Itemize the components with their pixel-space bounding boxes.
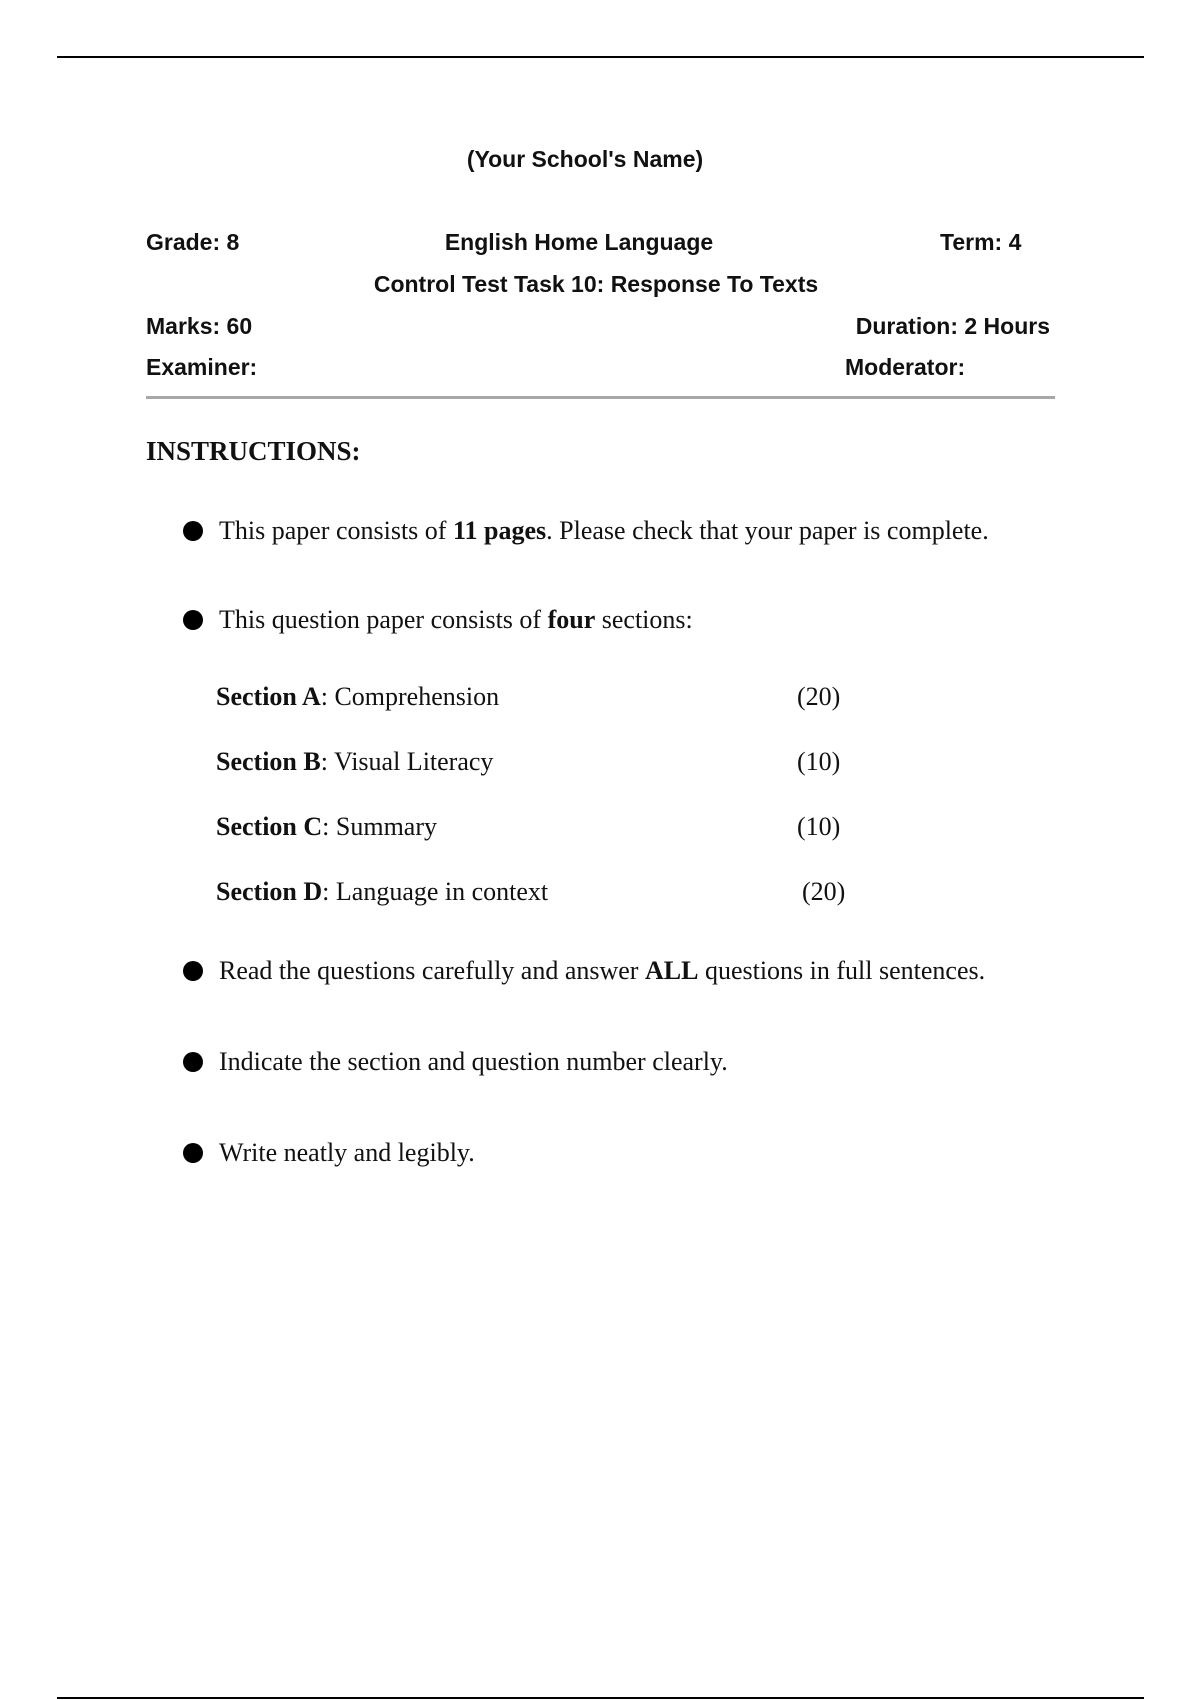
term-label: Term: 4: [940, 229, 1022, 255]
section-marks-c: (10): [797, 812, 841, 841]
section-name: Section C: [216, 812, 323, 841]
section-title: : Visual Literacy: [320, 747, 494, 776]
section-title: : Summary: [322, 812, 438, 841]
instructions-heading: INSTRUCTIONS:: [146, 436, 361, 466]
instruction-item-indicate: [183, 1047, 728, 1077]
section-row-a: [216, 682, 499, 712]
duration-label: Duration: 2 Hours: [855, 313, 1050, 339]
instruction-emphasis: 11 pages: [452, 516, 547, 545]
section-title: : Comprehension: [320, 682, 500, 711]
section-marks-a: (20): [797, 682, 841, 711]
instruction-emphasis: ALL: [644, 956, 699, 985]
bullet-icon: [183, 1052, 203, 1072]
top-border-line: [57, 56, 1144, 58]
instruction-text: Indicate the section and question number clearly.: [219, 1047, 728, 1076]
bullet-icon: [183, 521, 203, 541]
bullet-icon: [183, 610, 203, 630]
subject-title: English Home Language: [444, 229, 714, 255]
section-name: Section B: [216, 747, 321, 776]
moderator-label: Moderator:: [845, 354, 966, 380]
instruction-text: This question paper consists of: [219, 605, 548, 634]
bullet-icon: [183, 1143, 203, 1163]
instruction-text: Read the questions carefully and answer: [219, 956, 645, 985]
section-row-b: [216, 747, 493, 777]
section-row-d: [216, 877, 548, 907]
section-title: : Language in context: [322, 877, 549, 906]
bottom-border-line: [57, 1697, 1144, 1699]
grade-label: Grade: 8: [146, 229, 240, 255]
section-name: Section D: [216, 877, 323, 906]
instruction-text: . Please check that your paper is complete.: [546, 516, 989, 545]
school-name: (Your School's Name): [466, 146, 704, 172]
instruction-text: sections:: [595, 605, 693, 634]
examiner-label: Examiner:: [146, 354, 258, 380]
instruction-item-neatly: [183, 1138, 475, 1168]
instruction-text: questions in full sentences.: [698, 956, 986, 985]
bullet-icon: [183, 961, 203, 981]
instruction-item-answer-all: [183, 956, 985, 986]
section-marks-d: (20): [802, 877, 846, 906]
task-title: Control Test Task 10: Response To Texts: [373, 271, 819, 297]
instruction-text: Write neatly and legibly.: [219, 1138, 475, 1167]
marks-label: Marks: 60: [146, 313, 253, 339]
instruction-item-pages: [183, 516, 989, 546]
header-divider: [146, 396, 1055, 399]
instruction-text: This paper consists of: [219, 516, 453, 545]
instruction-item-sections: [183, 605, 693, 635]
section-row-c: [216, 812, 437, 842]
instruction-emphasis: four: [547, 605, 596, 634]
section-name: Section A: [216, 682, 321, 711]
section-marks-b: (10): [797, 747, 841, 776]
